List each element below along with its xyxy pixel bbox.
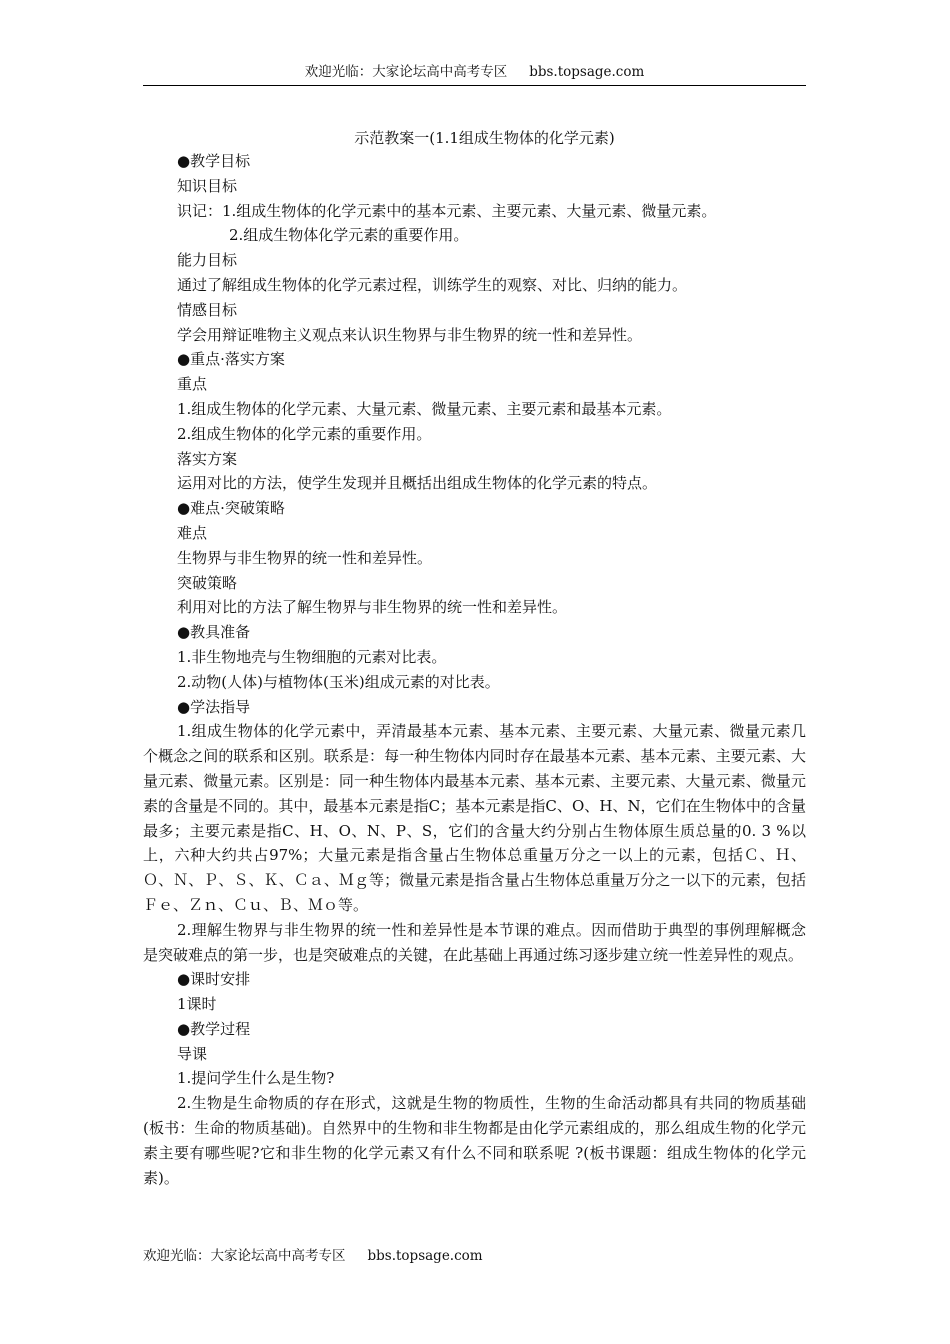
header-site-link[interactable]: bbs.topsage.com [529, 64, 645, 80]
text-line: 1.提问学生什么是生物? [177, 1069, 335, 1088]
text-line: 利用对比的方法了解生物界与非生物界的统一性和差异性。 [177, 598, 568, 617]
subheading-strategy: 突破策略 [177, 573, 238, 592]
section-heading-key-points: ●重点·落实方案 [177, 350, 285, 369]
section-heading-teaching-process: ●教学过程 [177, 1019, 251, 1038]
text-line: 通过了解组成生物体的化学元素过程，训练学生的观察、对比、归纳的能力。 [177, 275, 688, 294]
section-heading-schedule: ●课时安排 [177, 970, 251, 989]
page-footer [143, 1246, 806, 1266]
footer-site-link[interactable]: bbs.topsage.com [367, 1248, 483, 1264]
text-line: 1课时 [177, 995, 217, 1014]
paragraph: 1.组成生物体的化学元素中，弄清最基本元素、基本元素、主要元素、大量元素、微量元素几个概念之间的联系和区别。联系是：每一种生物体内同时存在最基本元素、基本元素、主要元素、大量元素、微量元素。区别是：同一种生物体内最基本元素、基本元素、主要元素、大量元素、微量元素的含量是不同的。其中，最基本元素是指C；基本元素是指C、O、H、N，它们在生物体中的含量最多；主要元素是指C、H、O、N、P、S，它们的含量大约分别占生物体原生质总量的0. 3 %以上，六种大约共占97%；大量元素是指含量占生物体总重量万分之一以上的元素，包括Ｃ、Ｈ、Ｏ、Ｎ、Ｐ、Ｓ、Ｋ、Ｃａ、Ｍｇ等；微量元素是指含量占生物体总重量万分之一以下的元素，包括Ｆｅ、Ｚｎ、Ｃｕ、Ｂ、Ｍｏ等。 [143, 722, 806, 914]
text-line: 2.组成生物体化学元素的重要作用。 [229, 226, 469, 245]
text-line: 学会用辩证唯物主义观点来认识生物界与非生物界的统一性和差异性。 [177, 325, 643, 344]
section-heading-teaching-aids: ●教具准备 [177, 623, 251, 642]
section-heading-study-guidance: ●学法指导 [177, 697, 251, 716]
section-heading-teaching-goals: ●教学目标 [177, 152, 251, 170]
paragraph: 2.生物是生命物质的存在形式，这就是生物的物质性，生物的生命活动都具有共同的物质基础(板书：生命的物质基础)。自然界中的生物和非生物都是由化学元素组成的，那么组成生物的化学元素主要有哪些呢?它和非生物的化学元素又有什么不同和联系呢 ?(板书课题：组成生物体的化学元素)。 [143, 1094, 806, 1187]
section-heading-difficulties: ●难点·突破策略 [177, 499, 285, 518]
header-welcome-text: 欢迎光临：大家论坛高中高考专区 [304, 64, 508, 80]
subheading-introduction: 导课 [177, 1044, 208, 1063]
text-line: 识记：1.组成生物体的化学元素中的基本元素、主要元素、大量元素、微量元素。 [177, 201, 717, 220]
subheading-knowledge-goals: 知识目标 [177, 176, 238, 195]
text-line: 1.非生物地壳与生物细胞的元素对比表。 [177, 647, 447, 666]
text-line: 1.组成生物体的化学元素、大量元素、微量元素、主要元素和最基本元素。 [177, 399, 672, 418]
document-body [143, 149, 806, 1190]
text-line: 运用对比的方法，使学生发现并且概括出组成生物体的化学元素的特点。 [177, 474, 658, 493]
paragraph: 2.理解生物界与非生物界的统一性和差异性是本节课的难点。因而借助于典型的事例理解概念是突破难点的第一步，也是突破难点的关键，在此基础上再通过练习逐步建立统一性差异性的观点。 [143, 920, 806, 964]
subheading-implementation: 落实方案 [177, 449, 238, 468]
page-header [143, 62, 806, 86]
subheading-key-points: 重点 [177, 375, 208, 394]
footer-welcome-text: 欢迎光临：大家论坛高中高考专区 [143, 1248, 346, 1264]
document-title: 示范教案一(1.1组成生物体的化学元素) [354, 129, 615, 147]
text-line: 2.动物(人体)与植物体(玉米)组成元素的对比表。 [177, 672, 500, 691]
subheading-emotion-goals: 情感目标 [177, 300, 238, 319]
text-line: 生物界与非生物界的统一性和差异性。 [177, 548, 433, 567]
subheading-ability-goals: 能力目标 [177, 251, 238, 270]
text-line: 2.组成生物体的化学元素的重要作用。 [177, 424, 432, 443]
subheading-difficulties: 难点 [177, 523, 208, 542]
